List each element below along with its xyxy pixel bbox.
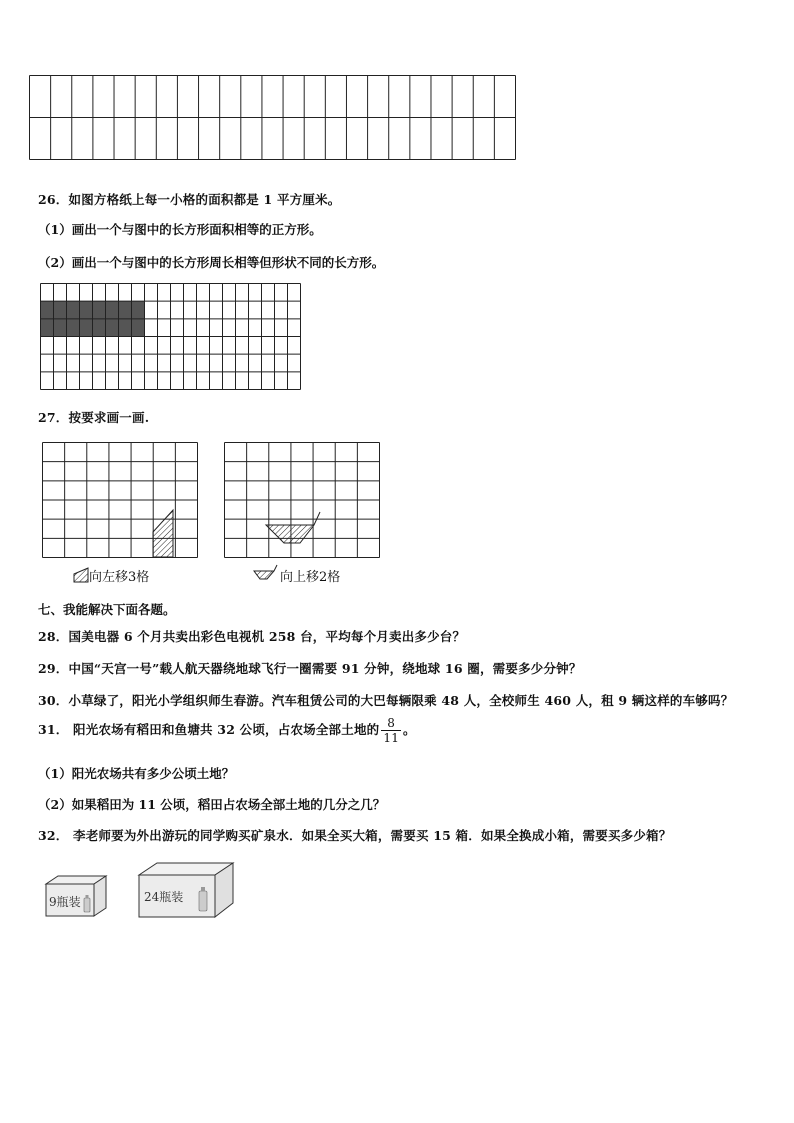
q26-grid-figure [40,283,304,391]
boat-shape-icon [254,565,277,579]
shaded-rectangle-cell [67,319,80,337]
q27-left-shape [153,510,173,557]
shaded-rectangle-cell [106,301,119,319]
question-31-title: 31． 阳光农场有稻田和鱼塘共 32 公顷，占农场全部土地的 $\frac{8}{11}$ 。 [38,716,416,745]
small-box-label: 9瓶装 [49,895,81,909]
shaded-rectangle-cell [54,301,67,319]
shaded-rectangle-cell [132,319,145,337]
shaded-rectangle-cell [80,319,93,337]
question-26-part-2: （2）画出一个与图中的长方形周长相等但形状不同的长方形。 [38,255,385,270]
shaded-rectangle-cell [119,301,132,319]
question-29: 29．中国“天宫一号”载人航天器绕地球飞行一圈需要 91 分钟，绕地球 16 圈，需要多少分钟？ [38,661,582,676]
question-32-title: 32． 李老师要为外出游玩的同学购买矿泉水．如果全买大箱，需要买 15 箱．如果全换成小箱，需要买多少箱？ [38,828,672,843]
shaded-rectangle-cell [67,301,80,319]
shaded-rectangle-cell [106,319,119,337]
question-30: 30．小草绿了，阳光小学组织师生春游。汽车租赁公司的大巴每辆限乘 48 人，全校师生 460 人，租 9 辆这样的车够吗？ [38,693,734,708]
question-31-text: 31． 阳光农场有稻田和鱼塘共 32 公顷，占农场全部土地的 [38,722,380,737]
shaded-rectangle-cell [41,319,54,337]
shaded-rectangle-cell [119,319,132,337]
question-26-part-1: （1）画出一个与图中的长方形面积相等的正方形。 [38,222,322,237]
shaded-rectangle-cell [132,301,145,319]
shaded-rectangle-cell [41,301,54,319]
small-box-figure [44,874,114,918]
fraction-8-11: $\frac{8}{11}$ [383,716,400,745]
q27-left-grid-figure [40,440,200,590]
q27-left-caption: 向左移3格 [89,570,150,585]
question-27-title: 27．按要求画一画. [38,410,150,425]
q27-right-caption: 向上移2格 [280,570,341,585]
shaded-rectangle-cell [80,301,93,319]
section-7-heading: 七、我能解决下面各题。 [38,602,176,617]
large-box-figure [137,861,237,919]
shaded-rectangle-cell [93,301,106,319]
question-31-part-1: （1）阳光农场共有多少公顷土地？ [38,766,235,781]
question-31-part-2: （2）如果稻田为 11 公顷，稻田占农场全部土地的几分之几？ [38,797,386,812]
question-26-title: 26．如图方格纸上每一小格的面积都是 1 平方厘米。 [38,192,341,207]
shaded-rectangle-cell [54,319,67,337]
q27-right-grid-figure [222,440,382,590]
left-shape-icon [74,568,88,582]
large-box-label: 24瓶装 [144,890,184,904]
writing-grid [29,75,517,161]
question-28: 28．国美电器 6 个月共卖出彩色电视机 258 台，平均每个月卖出多少台？ [38,629,466,644]
shaded-rectangle-cell [93,319,106,337]
